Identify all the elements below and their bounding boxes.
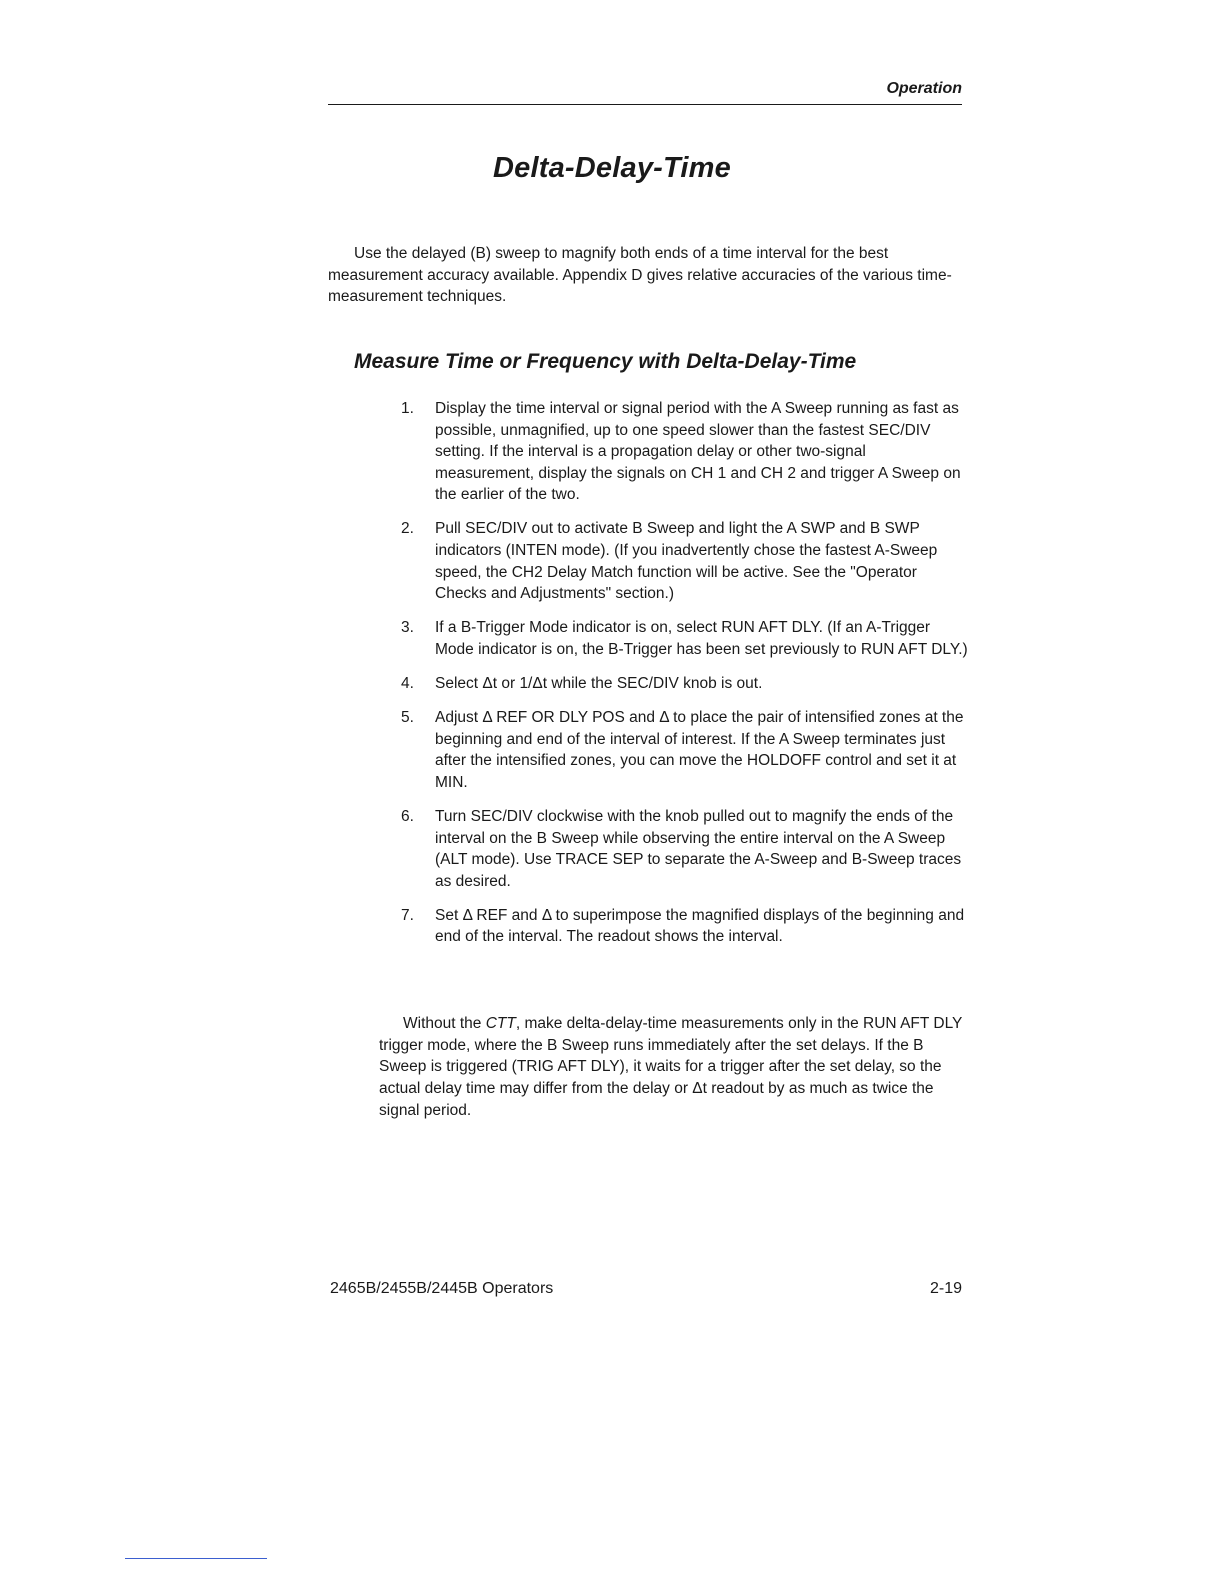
closing-text-end: , make delta-delay-time measurements only in the RUN AFT DLY trigger mode, where the B Sweep runs immediately after the set delays. If the B Sweep is triggered (TRIG AFT DLY), it waits for a trigger after the set delay, so the actual delay time may differ from the delay or Δt readout by as much as twice the signal period.	[379, 1015, 963, 1119]
step-text: Select Δt or 1/Δt while the SEC/DIV knob is out.	[435, 675, 763, 693]
page-title: Delta-Delay-Time	[493, 152, 731, 184]
closing-paragraph	[379, 1013, 969, 1122]
step-number: 4.	[401, 675, 414, 693]
footer-page-number: 2-19	[929, 1280, 962, 1297]
intro-text: Use the delayed (B) sweep to magnify both ends of a time interval for the best measurement accuracy available. Appendix D gives relative accuracies of the various time-measurement techniques.	[328, 245, 952, 306]
intro-paragraph	[328, 243, 958, 308]
footer-manual-title: 2465B/2455B/2445B Operators	[330, 1280, 554, 1297]
step-5	[398, 707, 968, 793]
step-2	[398, 518, 968, 604]
header-rule	[328, 104, 962, 105]
step-number: 3.	[401, 619, 414, 637]
bottom-rule	[125, 1558, 267, 1559]
running-head: Operation	[886, 80, 962, 97]
step-text: Display the time interval or signal period with the A Sweep running as fast as possible, unmagnified, up to one speed slower than the fastest SEC/DIV setting. If the interval is a propagation delay or other two-signal measurement, display the signals on CH 1 and CH 2 and trigger A Sweep on the earlier of the two.	[435, 400, 961, 504]
step-7	[398, 905, 968, 948]
step-6	[398, 806, 968, 892]
step-number: 5.	[401, 709, 414, 727]
step-number: 2.	[401, 520, 414, 538]
step-text: Pull SEC/DIV out to activate B Sweep and light the A SWP and B SWP indicators (INTEN mode). (If you inadvertently chose the fastest A-Sweep speed, the CH2 Delay Match function will be active. See the "Operator Checks and Adjustments" section.)	[435, 520, 938, 603]
step-text: If a B-Trigger Mode indicator is on, select RUN AFT DLY. (If an A-Trigger Mode indicator is on, the B-Trigger has been set previously to RUN AFT DLY.)	[435, 619, 968, 658]
step-text: Adjust Δ REF OR DLY POS and Δ to place the pair of intensified zones at the beginning and end of the interval of interest. If the A Sweep terminates just after the intensified zones, you can move the HOLDOFF control and set it at MIN.	[435, 709, 964, 791]
ctt-term: CTT	[485, 1015, 516, 1032]
step-text: Turn SEC/DIV clockwise with the knob pulled out to magnify the ends of the interval on the B Sweep while observing the entire interval on the A Sweep (ALT mode). Use TRACE SEP to separate the A-Sweep and B-Sweep traces as desired.	[435, 808, 962, 890]
section-title: Measure Time or Frequency with Delta-Delay-Time	[354, 350, 857, 373]
step-4	[398, 673, 968, 695]
closing-text-start: Without the	[403, 1015, 486, 1032]
procedure-steps	[398, 398, 968, 961]
step-3	[398, 617, 968, 660]
step-number: 6.	[401, 808, 414, 825]
step-number: 1.	[401, 400, 414, 417]
step-number: 7.	[401, 906, 414, 924]
step-text: Set Δ REF and Δ to superimpose the magnified displays of the beginning and end of the interval. The readout shows the interval.	[435, 906, 965, 946]
step-1	[398, 398, 968, 506]
